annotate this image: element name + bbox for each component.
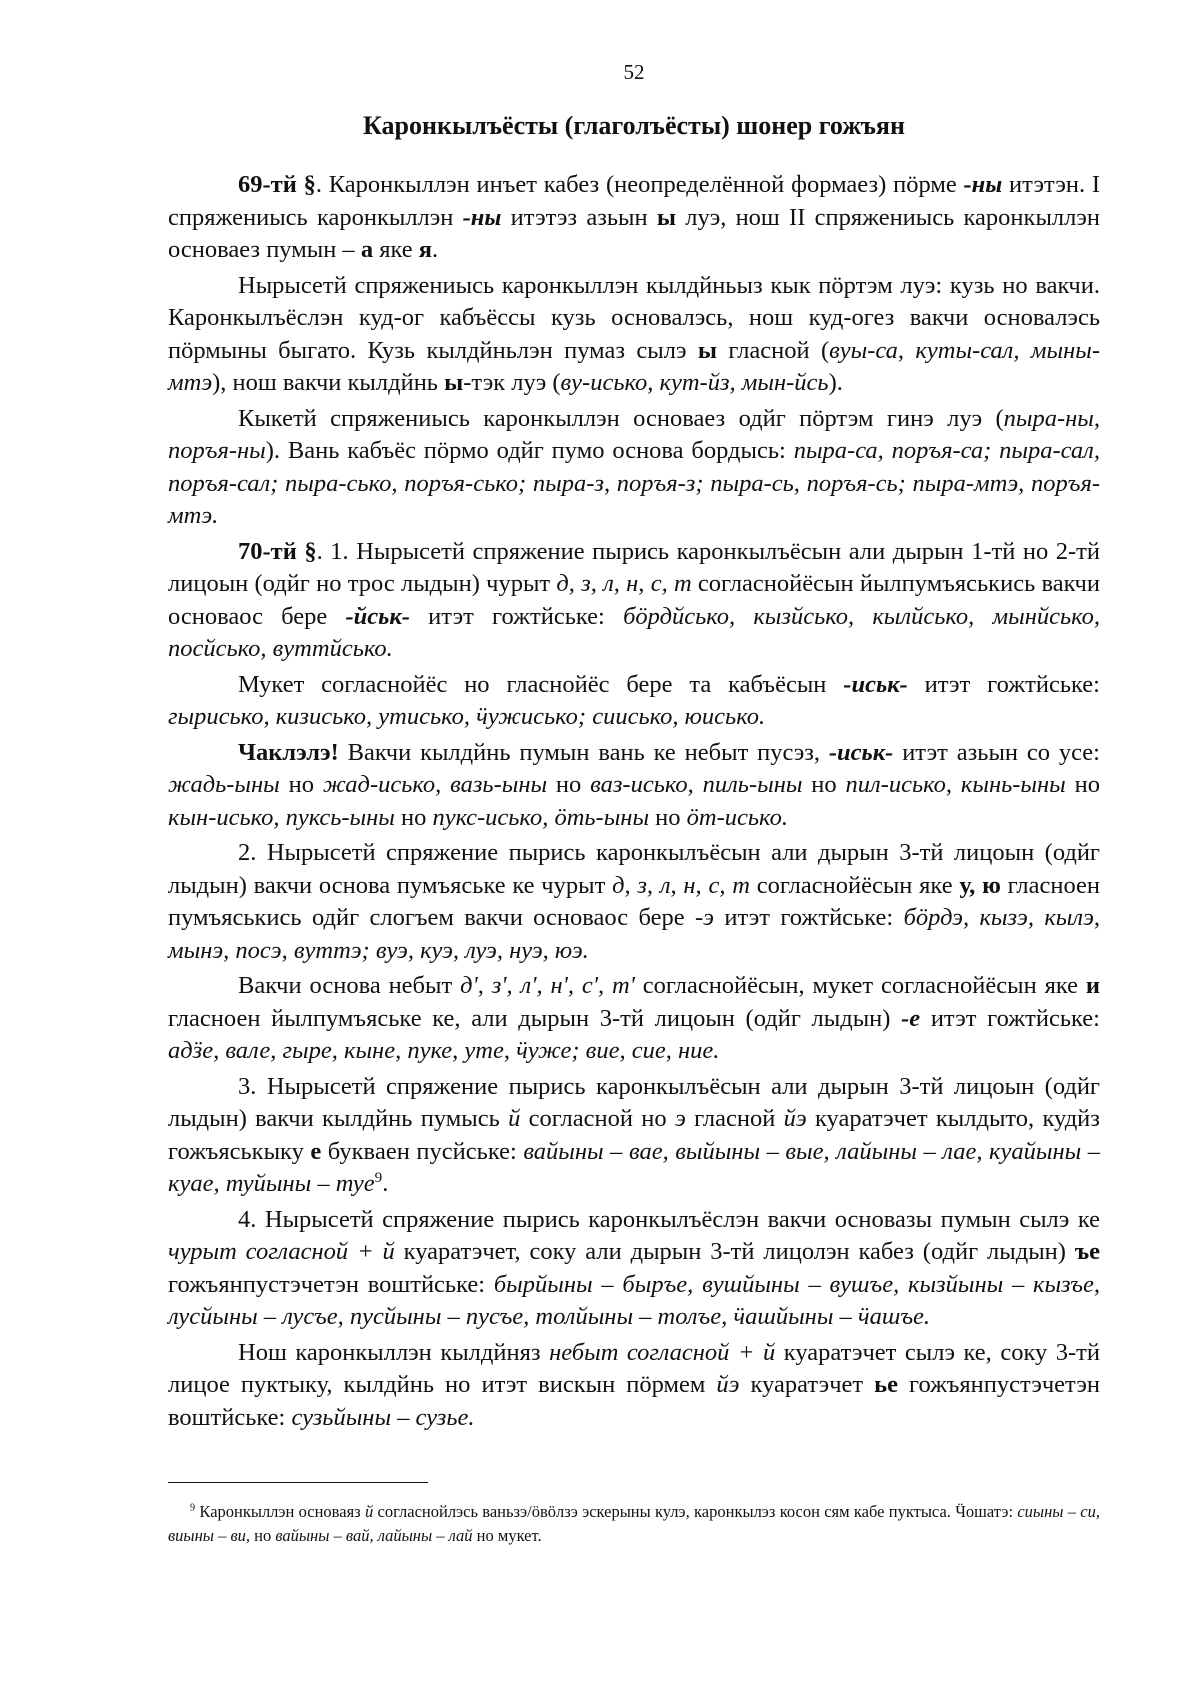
paragraph	[168, 1204, 1100, 1334]
text-run: пыра-са, поръя-са; пыра-сал, поръя-сал; пыра-сько, поръя-сько; пыра-з, поръя-з; пыра-сь, поръя-сь; пыра-мтэ, поръя-мтэ.	[168, 437, 1100, 529]
text-run: итэт гожтйське:	[907, 670, 1100, 698]
text-run: д, з, л, н, с, т	[612, 871, 750, 899]
text-run: бырйыны – быръе, вушйыны – вушъе, кызйыны – кызъе, лусйыны – лусъе, пусйыны – пусъе, толйыны – толъе, ӵашйыны – ӵашъе.	[168, 1270, 1100, 1330]
paragraph	[168, 536, 1100, 666]
text-run: сиыны – си, виыны – ви,	[168, 1502, 1100, 1545]
text-run: Чаклэлэ!	[238, 738, 339, 766]
text-run: пил-исько, кынь-ыны	[845, 771, 1066, 798]
text-run: и	[1085, 972, 1101, 999]
text-run: куаратэчет, соку али дырын 3-тй лицолэн кабез (одйг лыдын)	[394, 1238, 1075, 1265]
text-run: ы	[444, 369, 464, 396]
text-run: куаратэчет кылдыто, кудйз гожъяськыку	[168, 1105, 1100, 1165]
text-run: жад-исько, вазь-ыны	[322, 771, 548, 798]
text-run: .	[382, 1170, 389, 1197]
text-run: гласной	[685, 1105, 784, 1132]
text-run: куаратэчет	[739, 1371, 875, 1398]
text-run: буквaен пусйське:	[321, 1137, 524, 1165]
footnote-marker: 9	[374, 1168, 383, 1186]
text-run: но мукет.	[472, 1526, 542, 1545]
text-run: ваз-исько, пиль-ыны	[590, 771, 803, 798]
text-run: но	[547, 771, 591, 798]
text-run: -е	[901, 1004, 921, 1032]
text-run: Мукет согласнойёс но гласнойёс бере та кабъёсын	[238, 670, 844, 698]
text-run: 69-тй §	[238, 171, 316, 198]
paragraph	[168, 403, 1100, 533]
text-run: но	[649, 803, 687, 831]
text-run: но	[802, 771, 846, 798]
paragraph	[168, 169, 1100, 267]
footnote-divider	[168, 1482, 428, 1483]
text-run: ӧт-исько.	[686, 803, 788, 831]
text-run: Нырысетй спряжениысь каронкыллэн кылдйньыз кык пӧртэм луэ: кузь но вакчи. Каронкылъёслэн куд-ог кабъёссы кузь основалэсь, нош куд-огез вакчи основалэсь пӧрмыны быгато. Кузь кылдйньлэн пумаз сылэ	[168, 271, 1100, 364]
text-run: д', з', л', н', с', т'	[460, 972, 635, 999]
text-run: -иськ-	[843, 670, 908, 698]
text-run: луэ, нош II спряжениысь каронкыллэн основаез пумын –	[168, 203, 1100, 263]
text-run: а	[360, 236, 374, 263]
text-run: сузьйыны – сузье.	[291, 1403, 475, 1431]
text-run: итэтэн. I спряжениысь каронкыллэн	[168, 171, 1101, 231]
text-run: но	[249, 1526, 276, 1545]
text-run: согласнойёсын, мукет согласнойёсын яке	[634, 972, 1086, 999]
text-run: жадь-ыны	[168, 771, 280, 798]
text-run: согласной но	[520, 1105, 675, 1132]
text-run: ву-исько, кут-йз, мын-йсь	[560, 369, 829, 396]
text-run: 4. Нырысетй спряжение пырись каронкылъёслэн вакчи основазы пумын сылэ ке	[238, 1205, 1100, 1233]
text-run: ъе	[1074, 1238, 1100, 1265]
text-run: адӟе, вале, гыре, кыне, пуке, уте, ӵуже; вие, сие, ние.	[168, 1037, 720, 1064]
text-run: гласноен йылпумъяське ке, али дырын 3-тй лицоын (одйг лыдын)	[168, 1004, 902, 1032]
text-run: я	[418, 236, 433, 263]
text-run: д, з, л, н, с, т	[556, 570, 692, 597]
paragraph	[168, 1071, 1100, 1201]
text-run: яке	[373, 236, 419, 263]
text-run: й	[508, 1105, 521, 1132]
text-run: гласной (	[717, 336, 830, 364]
text-run: но	[279, 771, 323, 798]
text-run: Нош каронкыллэн кылдйняз	[238, 1338, 550, 1366]
text-run: . Каронкыллэн инъет кабез (неопределённой формаез) пӧрме	[315, 171, 964, 198]
text-run: -э	[695, 904, 714, 931]
text-run: Вакчи основа небыт	[238, 972, 461, 999]
text-run: вайыны – вай, лайыны – лай	[275, 1526, 473, 1545]
text-run: небыт согласной + й	[549, 1338, 776, 1366]
document-page	[168, 60, 1100, 1437]
text-run: у, ю	[959, 871, 1001, 899]
text-run: бӧрдйсько, кызйсько, кылйсько, мынйсько, посйсько, вуттйсько.	[168, 602, 1101, 662]
text-run: ье	[874, 1371, 898, 1398]
page-number: 52	[623, 60, 645, 84]
section-title: Каронкылъёсты (глаголъёсты) шонер гожъян	[363, 111, 905, 140]
text-run: -ны	[963, 171, 1003, 198]
text-run: гласноен пумъяськись одйг слогъем вакчи основаос бере	[168, 871, 1100, 931]
text-run: -ны	[462, 203, 502, 231]
text-run: э	[674, 1105, 686, 1132]
text-run: . 1. Нырысетй спряжение пырись каронкылъёсын али дырын 1-тй но 2-тй лицоын (одйг но трос лыдын) чурыт	[168, 537, 1100, 597]
text-run: итэтэз азьын	[501, 203, 657, 231]
text-run: итэт гожтйське:	[713, 904, 904, 931]
text-run: Каронкыллэн основаяз	[195, 1502, 365, 1521]
paragraph	[168, 737, 1100, 835]
text-run: бӧрдэ, кызэ, кылэ, мынэ, посэ, вуттэ; вуэ, куэ, луэ, нуэ, юэ.	[168, 904, 1101, 964]
text-run: йэ	[716, 1371, 740, 1398]
text-run: -тэк луэ (	[463, 369, 561, 396]
text-run: пыра-ны, поръя-ны	[168, 404, 1100, 464]
text-run: -йськ-	[345, 602, 410, 630]
text-run: Вакчи кылдйнь пумын вань ке небыт пусэз,	[338, 738, 829, 766]
text-run: гожъянпустэчетэн воштйське:	[168, 1371, 1100, 1431]
text-run: пукс-исько, ӧть-ыны	[432, 803, 650, 831]
paragraph	[168, 837, 1100, 967]
text-run: куаратэчет сылэ ке, соку 3-тй лицое пуктыку, кылдйнь но итэт вискын пӧрмем	[168, 1338, 1101, 1398]
text-run: гырисько, кизисько, утисько, ӵужисько; сиисько, юисько.	[168, 703, 766, 730]
text-run: 3. Нырысетй спряжение пырись каронкылъёсын али дырын 3-тй лицоын (одйг лыдын) вакчи кылдйнь пумысь	[168, 1072, 1100, 1132]
text-run: йэ	[783, 1105, 807, 1132]
text-run: итэт гожтйське:	[920, 1004, 1100, 1032]
text-run: чурыт согласной + й	[168, 1238, 395, 1265]
text-run: согласнойёсын яке	[749, 871, 960, 899]
text-run: но	[394, 803, 433, 831]
text-run: итэт гожтйське:	[409, 602, 624, 630]
body-text	[168, 169, 1100, 1434]
text-run: 2. Нырысетй спряжение пырись каронкылъёсын али дырын 3-тй лицоын (одйг лыдын) вакчи основа пумъяське ке чурыт	[168, 839, 1100, 899]
text-run: 70-тй §	[238, 537, 317, 565]
text-run: согласнойлэсь ваньзэ/ӧвӧлзэ эскерыны кулэ, каронкылэз косон сям кабе пуктыса. Ӵошатэ:	[373, 1502, 1018, 1521]
text-run: ы	[656, 203, 676, 231]
text-run: й	[364, 1502, 374, 1521]
text-run: Кыкетй спряжениысь каронкыллэн основаез одйг пӧртэм гинэ луэ (	[238, 404, 1004, 432]
footnote-marker: 9	[190, 1502, 196, 1514]
text-run: кын-исько, пуксь-ыны	[168, 803, 395, 831]
text-run: итэт азьын со усе:	[893, 738, 1100, 766]
text-run: ).	[828, 369, 843, 396]
text-run: ы	[697, 336, 718, 364]
paragraph	[168, 970, 1100, 1068]
text-run: ). Вань кабъёс пӧрмо одйг пумо основа бордысь:	[265, 437, 794, 464]
text-run: -иськ-	[828, 738, 894, 766]
footnote	[168, 1500, 1100, 1548]
text-run: ), нош вакчи кылдйнь	[212, 369, 445, 396]
text-run: гожъянпустэчетэн воштйське:	[168, 1270, 494, 1298]
text-run: вуы-са, куты-сал, мыны-мтэ	[168, 336, 1100, 396]
paragraph	[168, 1337, 1100, 1435]
text-run: согласнойёсын йылпумъяськись вакчи основаос бере	[168, 570, 1100, 630]
text-run: .	[432, 236, 439, 263]
text-run: вайыны – вае, выйыны – вые, лайыны – лае, куайыны – куае, туйыны – туе	[168, 1137, 1100, 1197]
paragraph	[168, 669, 1100, 734]
text-run: но	[1065, 771, 1100, 798]
paragraph	[168, 270, 1100, 400]
text-run: е	[310, 1137, 322, 1165]
